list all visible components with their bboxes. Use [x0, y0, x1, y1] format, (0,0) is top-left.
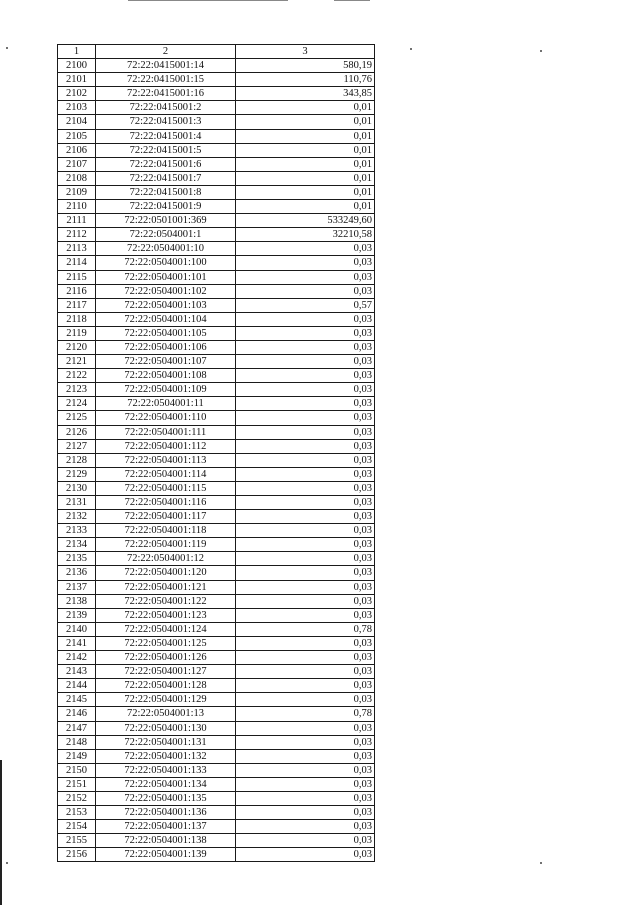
- value-cell: 0,03: [236, 439, 375, 453]
- row-number-cell: 2106: [58, 143, 96, 157]
- table-row: [58, 129, 375, 143]
- value-cell: 0,03: [236, 397, 375, 411]
- cadastral-number-cell: 72:22:0415001:3: [96, 115, 236, 129]
- cadastral-number-cell: 72:22:0504001:135: [96, 791, 236, 805]
- cadastral-number-cell: 72:22:0504001:124: [96, 622, 236, 636]
- row-number-cell: 2147: [58, 721, 96, 735]
- cadastral-number-cell: 72:22:0504001:117: [96, 510, 236, 524]
- scan-speck: [6, 47, 8, 49]
- table-row: [58, 791, 375, 805]
- row-number-cell: 2148: [58, 735, 96, 749]
- row-number-cell: 2131: [58, 496, 96, 510]
- value-cell: 0,03: [236, 242, 375, 256]
- table-row: [58, 721, 375, 735]
- value-cell: 533249,60: [236, 214, 375, 228]
- table-row: [58, 636, 375, 650]
- table-row: [58, 369, 375, 383]
- value-cell: 0,03: [236, 340, 375, 354]
- table-row: [58, 834, 375, 848]
- value-cell: 0,03: [236, 791, 375, 805]
- row-number-cell: 2143: [58, 665, 96, 679]
- value-cell: 0,03: [236, 411, 375, 425]
- row-number-cell: 2112: [58, 228, 96, 242]
- table-row: [58, 693, 375, 707]
- cadastral-number-cell: 72:22:0504001:10: [96, 242, 236, 256]
- row-number-cell: 2102: [58, 87, 96, 101]
- value-cell: 110,76: [236, 73, 375, 87]
- row-number-cell: 2153: [58, 806, 96, 820]
- cadastral-number-cell: 72:22:0504001:123: [96, 608, 236, 622]
- row-number-cell: 2138: [58, 594, 96, 608]
- value-cell: 0,03: [236, 608, 375, 622]
- scan-speck: [6, 862, 8, 864]
- value-cell: 0,03: [236, 312, 375, 326]
- table-row: [58, 763, 375, 777]
- cadastral-number-cell: 72:22:0504001:128: [96, 679, 236, 693]
- cadastral-number-cell: 72:22:0415001:16: [96, 87, 236, 101]
- value-cell: 0,01: [236, 200, 375, 214]
- table-row: [58, 298, 375, 312]
- row-number-cell: 2133: [58, 524, 96, 538]
- row-number-cell: 2145: [58, 693, 96, 707]
- table-row: [58, 312, 375, 326]
- table-row: [58, 665, 375, 679]
- cadastral-number-cell: 72:22:0504001:103: [96, 298, 236, 312]
- cadastral-number-cell: 72:22:0504001:129: [96, 693, 236, 707]
- cadastral-number-cell: 72:22:0504001:111: [96, 425, 236, 439]
- row-number-cell: 2130: [58, 481, 96, 495]
- table-row: [58, 524, 375, 538]
- value-cell: 0,01: [236, 185, 375, 199]
- table-row: [58, 749, 375, 763]
- value-cell: 0,03: [236, 552, 375, 566]
- table-row: [58, 651, 375, 665]
- cadastral-number-cell: 72:22:0504001:125: [96, 636, 236, 650]
- row-number-cell: 2150: [58, 763, 96, 777]
- row-number-cell: 2156: [58, 848, 96, 862]
- table-row: [58, 185, 375, 199]
- table-row: [58, 397, 375, 411]
- cadastral-number-cell: 72:22:0504001:116: [96, 496, 236, 510]
- row-number-cell: 2101: [58, 73, 96, 87]
- cadastral-number-cell: 72:22:0415001:7: [96, 171, 236, 185]
- cadastral-number-cell: 72:22:0504001:105: [96, 326, 236, 340]
- cadastral-number-cell: 72:22:0504001:114: [96, 467, 236, 481]
- value-cell: 0,03: [236, 651, 375, 665]
- table-row: [58, 383, 375, 397]
- table-row: [58, 566, 375, 580]
- table-header-row: [58, 45, 375, 59]
- row-number-cell: 2126: [58, 425, 96, 439]
- row-number-cell: 2128: [58, 453, 96, 467]
- column-header-number: 1: [58, 45, 96, 59]
- table-row: [58, 510, 375, 524]
- row-number-cell: 2120: [58, 340, 96, 354]
- table-row: [58, 73, 375, 87]
- row-number-cell: 2124: [58, 397, 96, 411]
- row-number-cell: 2105: [58, 129, 96, 143]
- table-row: [58, 340, 375, 354]
- row-number-cell: 2140: [58, 622, 96, 636]
- row-number-cell: 2155: [58, 834, 96, 848]
- row-number-cell: 2125: [58, 411, 96, 425]
- value-cell: 0,03: [236, 693, 375, 707]
- table-row: [58, 481, 375, 495]
- value-cell: 0,03: [236, 636, 375, 650]
- cadastral-number-cell: 72:22:0504001:1: [96, 228, 236, 242]
- cadastral-number-cell: 72:22:0504001:137: [96, 820, 236, 834]
- table-row: [58, 214, 375, 228]
- table-row: [58, 467, 375, 481]
- row-number-cell: 2123: [58, 383, 96, 397]
- scan-top-mark: [334, 0, 370, 1]
- table-row: [58, 538, 375, 552]
- row-number-cell: 2116: [58, 284, 96, 298]
- cadastral-number-cell: 72:22:0504001:122: [96, 594, 236, 608]
- table-row: [58, 496, 375, 510]
- cadastral-number-cell: 72:22:0504001:102: [96, 284, 236, 298]
- row-number-cell: 2115: [58, 270, 96, 284]
- table-row: [58, 707, 375, 721]
- cadastral-number-cell: 72:22:0504001:101: [96, 270, 236, 284]
- value-cell: 0,03: [236, 806, 375, 820]
- row-number-cell: 2129: [58, 467, 96, 481]
- value-cell: 0,03: [236, 848, 375, 862]
- row-number-cell: 2132: [58, 510, 96, 524]
- value-cell: 0,03: [236, 538, 375, 552]
- value-cell: 343,85: [236, 87, 375, 101]
- scan-speck: [540, 862, 542, 864]
- column-header-value: 3: [236, 45, 375, 59]
- cadastral-number-cell: 72:22:0504001:115: [96, 481, 236, 495]
- scan-speck: [540, 50, 542, 52]
- cadastral-number-cell: 72:22:0504001:118: [96, 524, 236, 538]
- row-number-cell: 2107: [58, 157, 96, 171]
- cadastral-number-cell: 72:22:0415001:9: [96, 200, 236, 214]
- table-row: [58, 101, 375, 115]
- value-cell: 32210,58: [236, 228, 375, 242]
- row-number-cell: 2151: [58, 777, 96, 791]
- value-cell: 0,03: [236, 834, 375, 848]
- value-cell: 0,03: [236, 594, 375, 608]
- cadastral-number-cell: 72:22:0504001:127: [96, 665, 236, 679]
- table-row: [58, 820, 375, 834]
- table-row: [58, 355, 375, 369]
- value-cell: 0,03: [236, 580, 375, 594]
- row-number-cell: 2118: [58, 312, 96, 326]
- value-cell: 0,03: [236, 524, 375, 538]
- table-row: [58, 411, 375, 425]
- table-row: [58, 228, 375, 242]
- value-cell: 0,03: [236, 256, 375, 270]
- row-number-cell: 2137: [58, 580, 96, 594]
- value-cell: 0,03: [236, 383, 375, 397]
- value-cell: 0,03: [236, 777, 375, 791]
- cadastral-number-cell: 72:22:0504001:132: [96, 749, 236, 763]
- scan-top-mark: [128, 0, 288, 1]
- cadastral-number-cell: 72:22:0504001:113: [96, 453, 236, 467]
- cadastral-table: [57, 44, 375, 862]
- value-cell: 0,01: [236, 143, 375, 157]
- value-cell: 0,03: [236, 820, 375, 834]
- table-row: [58, 552, 375, 566]
- cadastral-number-cell: 72:22:0501001:369: [96, 214, 236, 228]
- value-cell: 0,03: [236, 369, 375, 383]
- value-cell: 0,03: [236, 749, 375, 763]
- table-row: [58, 256, 375, 270]
- value-cell: 0,03: [236, 284, 375, 298]
- column-header-cadastral: 2: [96, 45, 236, 59]
- cadastral-number-cell: 72:22:0504001:121: [96, 580, 236, 594]
- value-cell: 0,03: [236, 270, 375, 284]
- row-number-cell: 2144: [58, 679, 96, 693]
- value-cell: 0,03: [236, 467, 375, 481]
- cadastral-number-cell: 72:22:0504001:109: [96, 383, 236, 397]
- value-cell: 0,03: [236, 453, 375, 467]
- value-cell: 0,03: [236, 763, 375, 777]
- cadastral-number-cell: 72:22:0504001:112: [96, 439, 236, 453]
- cadastral-number-cell: 72:22:0415001:8: [96, 185, 236, 199]
- table-body: [58, 59, 375, 862]
- cadastral-number-cell: 72:22:0504001:120: [96, 566, 236, 580]
- row-number-cell: 2154: [58, 820, 96, 834]
- cadastral-number-cell: 72:22:0415001:5: [96, 143, 236, 157]
- value-cell: 0,78: [236, 707, 375, 721]
- scan-page-edge: [0, 760, 2, 905]
- table-row: [58, 143, 375, 157]
- row-number-cell: 2122: [58, 369, 96, 383]
- table-row: [58, 777, 375, 791]
- row-number-cell: 2146: [58, 707, 96, 721]
- cadastral-number-cell: 72:22:0504001:106: [96, 340, 236, 354]
- cadastral-number-cell: 72:22:0504001:139: [96, 848, 236, 862]
- value-cell: 0,03: [236, 425, 375, 439]
- cadastral-number-cell: 72:22:0504001:100: [96, 256, 236, 270]
- value-cell: 0,01: [236, 101, 375, 115]
- cadastral-number-cell: 72:22:0504001:134: [96, 777, 236, 791]
- table-row: [58, 87, 375, 101]
- value-cell: 0,03: [236, 510, 375, 524]
- scan-speck: [410, 48, 412, 50]
- row-number-cell: 2127: [58, 439, 96, 453]
- cadastral-number-cell: 72:22:0504001:126: [96, 651, 236, 665]
- table-row: [58, 608, 375, 622]
- table-row: [58, 115, 375, 129]
- row-number-cell: 2113: [58, 242, 96, 256]
- cadastral-number-cell: 72:22:0415001:14: [96, 59, 236, 73]
- row-number-cell: 2141: [58, 636, 96, 650]
- value-cell: 0,03: [236, 679, 375, 693]
- cadastral-number-cell: 72:22:0504001:110: [96, 411, 236, 425]
- value-cell: 0,01: [236, 129, 375, 143]
- value-cell: 0,57: [236, 298, 375, 312]
- value-cell: 0,03: [236, 735, 375, 749]
- table-row: [58, 270, 375, 284]
- table-row: [58, 200, 375, 214]
- cadastral-number-cell: 72:22:0504001:119: [96, 538, 236, 552]
- table-row: [58, 242, 375, 256]
- table-row: [58, 59, 375, 73]
- cadastral-number-cell: 72:22:0504001:136: [96, 806, 236, 820]
- value-cell: 0,01: [236, 157, 375, 171]
- cadastral-number-cell: 72:22:0504001:133: [96, 763, 236, 777]
- value-cell: 0,03: [236, 481, 375, 495]
- table-row: [58, 453, 375, 467]
- value-cell: 0,03: [236, 665, 375, 679]
- row-number-cell: 2121: [58, 355, 96, 369]
- table-row: [58, 425, 375, 439]
- cadastral-number-cell: 72:22:0504001:107: [96, 355, 236, 369]
- value-cell: 580,19: [236, 59, 375, 73]
- value-cell: 0,78: [236, 622, 375, 636]
- row-number-cell: 2103: [58, 101, 96, 115]
- cadastral-number-cell: 72:22:0504001:104: [96, 312, 236, 326]
- cadastral-number-cell: 72:22:0415001:2: [96, 101, 236, 115]
- row-number-cell: 2117: [58, 298, 96, 312]
- row-number-cell: 2119: [58, 326, 96, 340]
- row-number-cell: 2110: [58, 200, 96, 214]
- table-row: [58, 848, 375, 862]
- cadastral-number-cell: 72:22:0504001:131: [96, 735, 236, 749]
- row-number-cell: 2104: [58, 115, 96, 129]
- table-row: [58, 157, 375, 171]
- row-number-cell: 2134: [58, 538, 96, 552]
- cadastral-number-cell: 72:22:0504001:11: [96, 397, 236, 411]
- cadastral-number-cell: 72:22:0504001:138: [96, 834, 236, 848]
- cadastral-number-cell: 72:22:0504001:13: [96, 707, 236, 721]
- cadastral-number-cell: 72:22:0504001:108: [96, 369, 236, 383]
- row-number-cell: 2114: [58, 256, 96, 270]
- row-number-cell: 2135: [58, 552, 96, 566]
- value-cell: 0,03: [236, 326, 375, 340]
- cadastral-number-cell: 72:22:0415001:4: [96, 129, 236, 143]
- table-row: [58, 580, 375, 594]
- row-number-cell: 2100: [58, 59, 96, 73]
- table-row: [58, 679, 375, 693]
- table-row: [58, 171, 375, 185]
- row-number-cell: 2111: [58, 214, 96, 228]
- row-number-cell: 2109: [58, 185, 96, 199]
- cadastral-number-cell: 72:22:0415001:6: [96, 157, 236, 171]
- table-row: [58, 735, 375, 749]
- table-row: [58, 326, 375, 340]
- row-number-cell: 2139: [58, 608, 96, 622]
- table-row: [58, 806, 375, 820]
- table-row: [58, 594, 375, 608]
- row-number-cell: 2108: [58, 171, 96, 185]
- table-row: [58, 439, 375, 453]
- row-number-cell: 2149: [58, 749, 96, 763]
- value-cell: 0,03: [236, 496, 375, 510]
- cadastral-number-cell: 72:22:0504001:12: [96, 552, 236, 566]
- cadastral-number-cell: 72:22:0504001:130: [96, 721, 236, 735]
- value-cell: 0,01: [236, 171, 375, 185]
- table-row: [58, 622, 375, 636]
- value-cell: 0,03: [236, 355, 375, 369]
- value-cell: 0,01: [236, 115, 375, 129]
- cadastral-number-cell: 72:22:0415001:15: [96, 73, 236, 87]
- value-cell: 0,03: [236, 721, 375, 735]
- value-cell: 0,03: [236, 566, 375, 580]
- row-number-cell: 2152: [58, 791, 96, 805]
- row-number-cell: 2142: [58, 651, 96, 665]
- row-number-cell: 2136: [58, 566, 96, 580]
- table-row: [58, 284, 375, 298]
